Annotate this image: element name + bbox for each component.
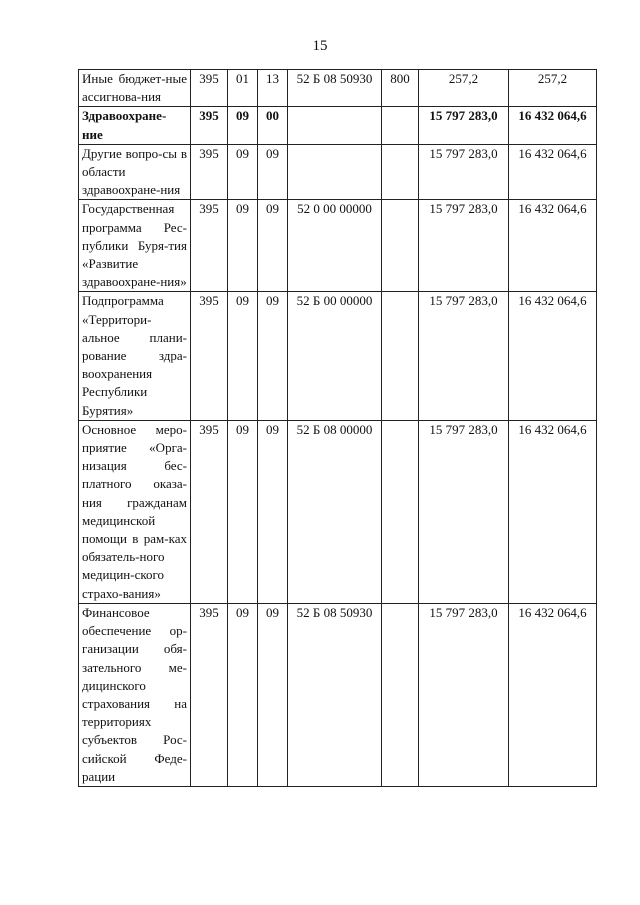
table-row — [79, 603, 597, 786]
amount-year1-cell: 15 797 283,0 — [419, 292, 509, 420]
budget-table — [78, 69, 597, 787]
expense-type-cell — [382, 420, 419, 603]
expense-type-cell: 800 — [382, 70, 419, 107]
row-name-cell: Иные бюджет-ные ассигнова-ния — [79, 70, 191, 107]
amount-year1-cell: 15 797 283,0 — [419, 144, 509, 200]
amount-year2-cell: 16 432 064,6 — [509, 144, 597, 200]
table-row — [79, 107, 597, 144]
amount-year2-cell: 16 432 064,6 — [509, 107, 597, 144]
table-body — [79, 70, 597, 787]
ministry-code-cell: 395 — [191, 144, 228, 200]
ministry-code-cell: 395 — [191, 70, 228, 107]
expense-type-cell — [382, 144, 419, 200]
section-code-cell: 09 — [228, 292, 258, 420]
subsection-code-cell: 09 — [258, 200, 288, 292]
amount-year1-cell: 15 797 283,0 — [419, 603, 509, 786]
amount-year1-cell: 15 797 283,0 — [419, 200, 509, 292]
section-code-cell: 01 — [228, 70, 258, 107]
expense-type-cell — [382, 200, 419, 292]
amount-year2-cell: 16 432 064,6 — [509, 603, 597, 786]
table-row — [79, 144, 597, 200]
table-row — [79, 420, 597, 603]
subsection-code-cell: 09 — [258, 603, 288, 786]
section-code-cell: 09 — [228, 200, 258, 292]
expense-type-cell — [382, 292, 419, 420]
row-name-cell: Государственная программа Рес-публики Буря-тия «Развитие здравоохране-ния» — [79, 200, 191, 292]
table-row — [79, 292, 597, 420]
section-code-cell: 09 — [228, 107, 258, 144]
subsection-code-cell: 09 — [258, 420, 288, 603]
table-row — [79, 200, 597, 292]
amount-year2-cell: 16 432 064,6 — [509, 420, 597, 603]
target-article-cell: 52 Б 08 50930 — [288, 70, 382, 107]
subsection-code-cell: 09 — [258, 144, 288, 200]
target-article-cell: 52 0 00 00000 — [288, 200, 382, 292]
amount-year1-cell: 15 797 283,0 — [419, 107, 509, 144]
amount-year1-cell: 257,2 — [419, 70, 509, 107]
row-name-cell: Здравоохране-ние — [79, 107, 191, 144]
ministry-code-cell: 395 — [191, 603, 228, 786]
amount-year2-cell: 16 432 064,6 — [509, 200, 597, 292]
amount-year2-cell: 16 432 064,6 — [509, 292, 597, 420]
expense-type-cell — [382, 603, 419, 786]
section-code-cell: 09 — [228, 144, 258, 200]
row-name-cell: Подпрограмма «Территори-альное плани-рование здра-воохранения Республики Бурятия» — [79, 292, 191, 420]
target-article-cell: 52 Б 08 50930 — [288, 603, 382, 786]
amount-year1-cell: 15 797 283,0 — [419, 420, 509, 603]
section-code-cell: 09 — [228, 603, 258, 786]
amount-year2-cell: 257,2 — [509, 70, 597, 107]
target-article-cell — [288, 107, 382, 144]
subsection-code-cell: 09 — [258, 292, 288, 420]
target-article-cell — [288, 144, 382, 200]
subsection-code-cell: 00 — [258, 107, 288, 144]
section-code-cell: 09 — [228, 420, 258, 603]
target-article-cell: 52 Б 00 00000 — [288, 292, 382, 420]
ministry-code-cell: 395 — [191, 420, 228, 603]
row-name-cell: Другие вопро-сы в области здравоохране-ния — [79, 144, 191, 200]
ministry-code-cell: 395 — [191, 107, 228, 144]
row-name-cell: Финансовое обеспечение ор-ганизации обя-зательного ме-дицинского страхования на территориях субъектов Рос-сийской Феде-рации — [79, 603, 191, 786]
target-article-cell: 52 Б 08 00000 — [288, 420, 382, 603]
table-row — [79, 70, 597, 107]
ministry-code-cell: 395 — [191, 292, 228, 420]
page-number: 15 — [312, 38, 328, 54]
ministry-code-cell: 395 — [191, 200, 228, 292]
subsection-code-cell: 13 — [258, 70, 288, 107]
expense-type-cell — [382, 107, 419, 144]
row-name-cell: Основное меро-приятие «Орга-низация бес-платного оказа-ния гражданам медицинской помощи в рам-ках обязатель-ного медицин-ского страхо-вания» — [79, 420, 191, 603]
